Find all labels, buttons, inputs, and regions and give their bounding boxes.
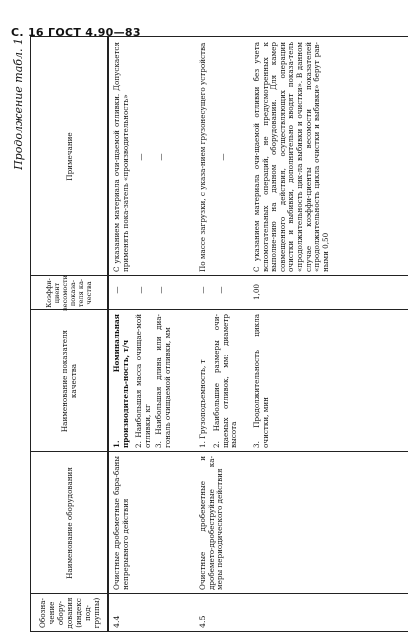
indicator-text: 1. Грузоподъемность, т [198, 359, 207, 448]
note-text: — [218, 153, 227, 161]
col-code [31, 594, 408, 632]
coef-value: — [136, 286, 145, 294]
indicators-table [30, 36, 408, 632]
header-coef: Коэффи-циент весомости показа-теля ка-чества [31, 276, 108, 310]
row-code: 4.4 [112, 615, 121, 628]
header-note: Примечание [31, 37, 108, 276]
row-equipment: Очистные дробеметные и дробемето-дробеструйные ка-меры периодического действия [198, 456, 225, 590]
rotated-table [8, 36, 408, 632]
note-text: С указанием материала очи-щаемой отливки без учета вспомогательных операций, не предусмотренных к выполне-нию на данном оборудовании. Для камер совмещенного действия, осуществляющих операции очистки и выбивки, дополнительно вводят показа-тель «продолжительность цик-ла выбивки и очистки». В данном случае коэффи-циенты весомости показателей «продолжительность цикла очистки и выбивки» берут рав-ными 0,50 [252, 42, 330, 272]
note-text: — [136, 153, 145, 161]
page-header: С. 16 ГОСТ 4.90—83 [11, 26, 141, 39]
indicator-text: 2. Наибольшая масса очищае-мой отливки, кг [134, 314, 152, 448]
note-text: С указанием материала очи-щаемой отливки. Допускается применять пока-затель «производительность» [112, 42, 130, 272]
indicator-text: 3. Наибольшая длина или диа-гональ очищаемой отливки, мм [154, 314, 172, 448]
row-code: 4.5 [198, 615, 207, 628]
indicator-text: 1. Номинальная производитель-ность, т/ч [112, 314, 130, 448]
coef-value: 1,00 [252, 284, 261, 301]
coef-value: — [112, 286, 121, 294]
coef-value: — [156, 286, 165, 294]
header-equipment: Наименование оборудования [31, 452, 108, 594]
header-indicator: Наименование показателя качества [31, 310, 108, 452]
table-continuation-label: Продолжение табл. 1 [12, 38, 25, 170]
indicator-text: 2. Наибольшие размеры очи-щаемых отливок, мм: диаметр высота [212, 314, 239, 448]
note-text: По массе загрузки, с указа-нием грузонесущего устройства [198, 42, 207, 272]
coef-value: — [216, 286, 225, 294]
rotated-table-wrapper [8, 36, 408, 632]
row-equipment: Очистные дробеметные бара-баны непрерывного действия [112, 456, 130, 590]
coef-value: — [198, 286, 207, 294]
header-code: Обозна-чение обору-дования (индекс под-группы) [31, 594, 108, 632]
indicator-text: 3. Продолжительность цикла очистки, мин [252, 314, 270, 448]
note-text: — [156, 153, 165, 161]
